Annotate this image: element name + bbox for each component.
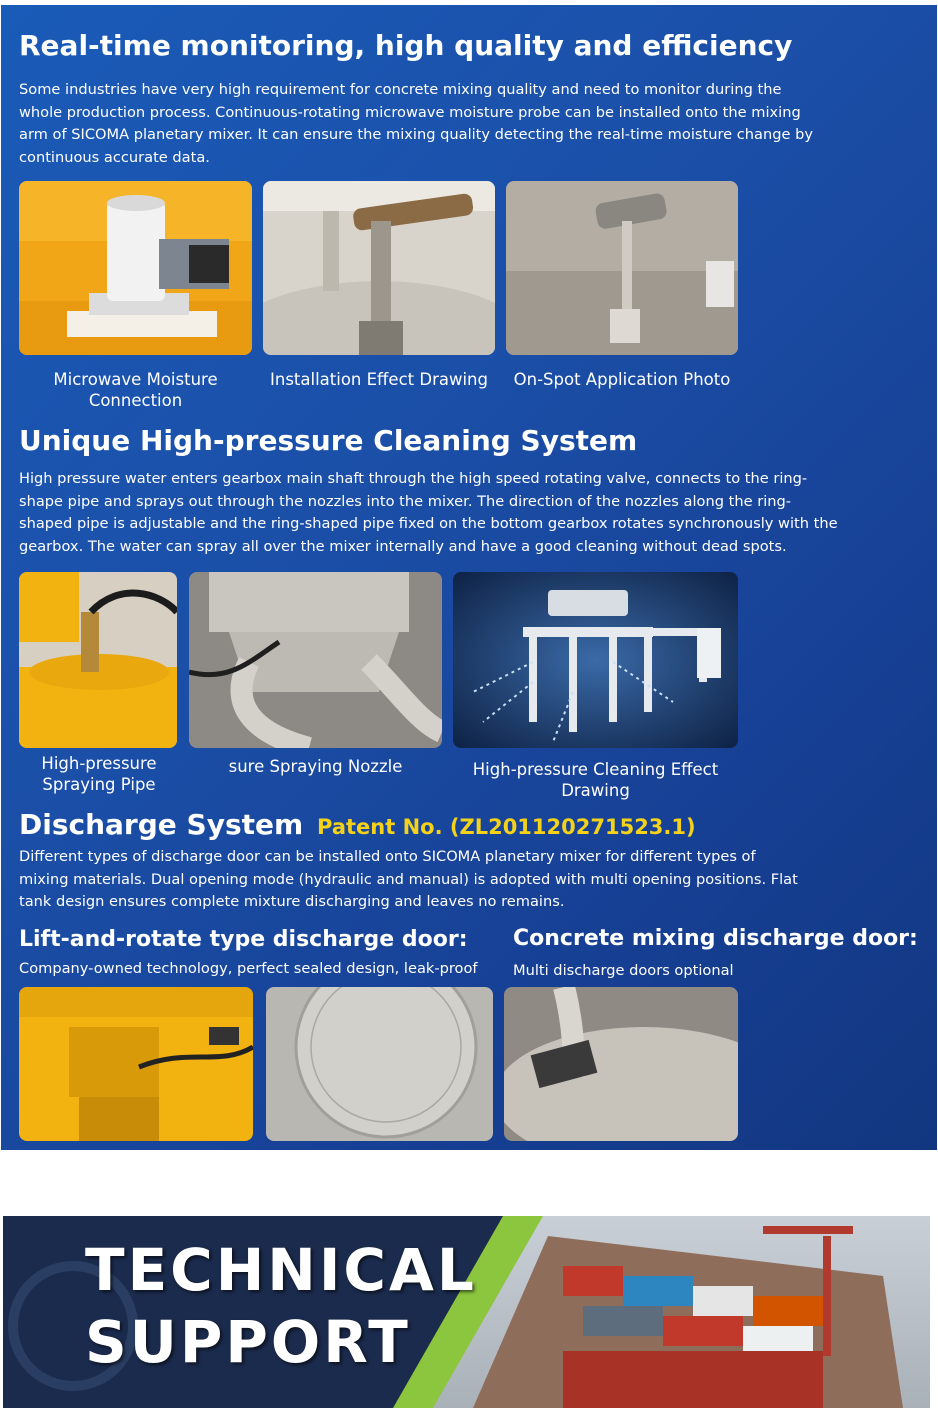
section2-body: High pressure water enters gearbox main shaft through the high speed rotating valve, connects to the ring-shape pipe and sprays out through the nozzles into the mixer. The direction of the nozzles along the ring-shaped pipe is adjustable and the ring-shaped pipe fixed on the bottom gearbox rotates synchronously with the gearbox. The water can spray all over the mixer internally and have a good cleaning without dead spots. [19,470,838,555]
brochure-panel [1,5,937,1150]
photo-installation-effect [263,181,495,355]
section1-body: Some industries have very high requirement for concrete mixing quality and need to monitor during the whole production process. Continuous-rotating microwave moisture probe can be installed onto the mixing arm of SICOMA planetary mixer. It can ensure the mixing quality detecting the real-time moisture change by continuous accurate data. [19,81,814,166]
section1-title: Real-time monitoring, high quality and efficiency [19,29,793,62]
banner-line-support: SUPPORT [85,1308,411,1376]
photo-spraying-pipe [19,572,177,748]
photo-on-spot-application [506,181,738,355]
caption-on-spot-application: On-Spot Application Photo [513,370,731,389]
photo-lift-rotate-door [19,987,253,1141]
caption-spraying-pipe: High-pressure Spraying Pipe [41,754,157,794]
lift-rotate-heading: Lift-and-rotate type discharge door: [19,927,468,952]
photo-sealed-door [266,987,493,1141]
caption-cleaning-effect: High-pressure Cleaning Effect Drawing [472,760,719,800]
patent-number: Patent No. (ZL201120271523.1) [317,815,696,839]
photo-spraying-nozzle [189,572,442,748]
technical-support-banner [3,1216,930,1408]
photo-concrete-door [504,987,738,1141]
section3-title: Discharge System [19,808,304,841]
concrete-door-subtext: Multi discharge doors optional [513,962,734,979]
caption-installation-effect: Installation Effect Drawing [270,370,488,389]
concrete-door-heading: Concrete mixing discharge door: [513,926,918,951]
photo-cleaning-effect [453,572,738,748]
caption-spraying-nozzle: sure Spraying Nozzle [228,757,403,776]
caption-microwave-moisture: Microwave Moisture Connection [53,370,218,410]
section2-title: Unique High-pressure Cleaning System [19,424,638,457]
photo-microwave-moisture [19,181,252,355]
lift-rotate-subtext: Company-owned technology, perfect sealed design, leak-proof [19,960,478,977]
banner-line-technical: TECHNICAL [85,1236,477,1304]
section3-body: Different types of discharge door can be installed onto SICOMA planetary mixer for different types of mixing materials. Dual opening mode (hydraulic and manual) is adopted with multi opening positions. Flat tank design ensures complete mixture discharging and leaves no remains. [19,848,798,910]
